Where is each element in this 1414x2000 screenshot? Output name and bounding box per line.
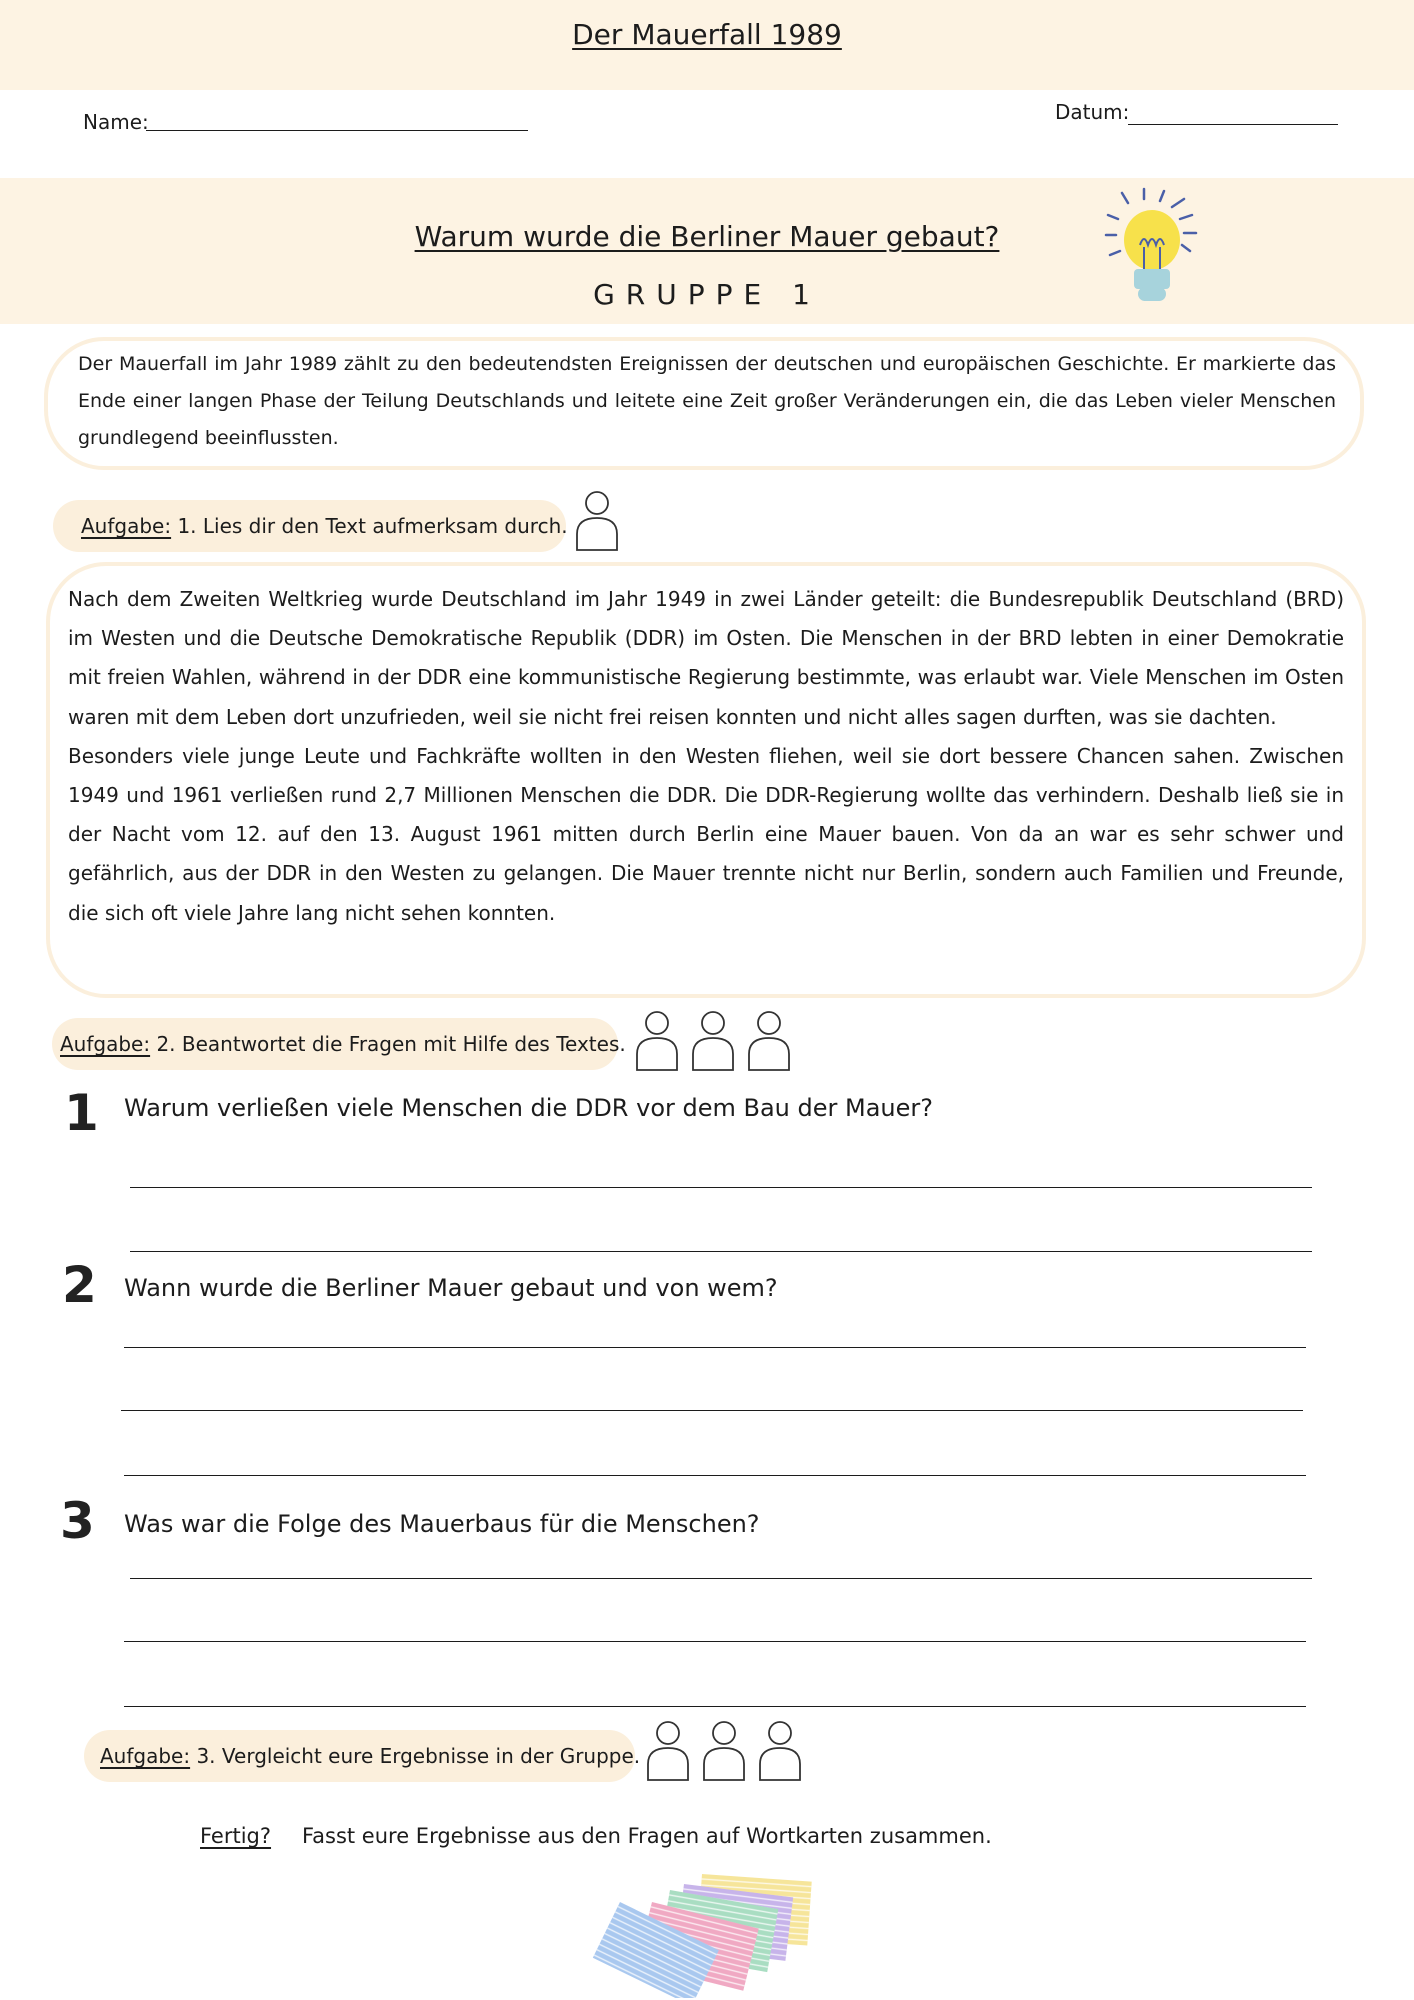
- answer-line[interactable]: [121, 1410, 1303, 1411]
- answer-line[interactable]: [124, 1641, 1306, 1642]
- worksheet-title: Der Mauerfall 1989: [572, 18, 842, 51]
- date-label: Datum:: [1055, 100, 1130, 124]
- lightbulb-icon: [1092, 185, 1212, 320]
- reading-paragraph-2: Besonders viele junge Leute und Fachkräfte wollten in den Westen fliehen, weil sie dort bessere Chancen sahen. Zwischen 1949 und 1961 verließen rund 2,7 Millionen Menschen die DDR. Die DDR-Regierung wollte das verhindern. Deshalb ließ sie in der Nacht vom 12. auf den 13. August 1961 mitten durch Berlin eine Mauer bauen. Von da an war es sehr schwer und gefährlich, aus der DDR in den Westen zu gelangen. Die Mauer trennte nicht nur Berlin, sondern auch Familien und Freunde, die sich oft viele Jahre lang nicht sehen konnten.: [68, 743, 1344, 925]
- group-label: GRUPPE 1: [593, 278, 821, 311]
- question-1-text: Warum verließen viele Menschen die DDR vor dem Bau der Mauer?: [124, 1094, 934, 1122]
- task1-label: Aufgabe:: [81, 514, 172, 538]
- answer-line[interactable]: [130, 1251, 1312, 1252]
- single-person-icon: [574, 490, 620, 554]
- task3-label: Aufgabe:: [100, 1744, 191, 1768]
- task2-text: 2. Beantwortet die Fragen mit Hilfe des Textes.: [150, 1032, 626, 1056]
- task2-pill: [52, 1018, 626, 1070]
- date-line[interactable]: [1128, 124, 1338, 125]
- name-label: Name:: [83, 110, 149, 134]
- reading-text: [68, 580, 1344, 933]
- fertig-text: Fasst eure Ergebnisse aus den Fragen auf Wortkarten zusammen.: [302, 1824, 992, 1848]
- task1-pill: [53, 500, 566, 552]
- group-icon: [645, 1720, 805, 1784]
- question-1-number: 1: [64, 1084, 99, 1142]
- task1-text: 1. Lies dir den Text aufmerksam durch.: [171, 514, 568, 538]
- task3-text: 3. Vergleicht eure Ergebnisse in der Gruppe.: [190, 1744, 641, 1768]
- intro-text: Der Mauerfall im Jahr 1989 zählt zu den bedeutendsten Ereignissen der deutschen und europäischen Geschichte. Er markierte das Ende einer langen Phase der Teilung Deutschlands und leitete eine Zeit großer Veränderungen ein, die das Leben vieler Menschen grundlegend beeinflussten.: [78, 353, 1336, 449]
- answer-line[interactable]: [130, 1578, 1312, 1579]
- group-icon: [634, 1010, 794, 1074]
- task2-label: Aufgabe:: [60, 1032, 151, 1056]
- answer-line[interactable]: [124, 1706, 1306, 1707]
- question-2-number: 2: [62, 1256, 97, 1314]
- fertig-label: Fertig?: [200, 1824, 272, 1848]
- question-3-number: 3: [60, 1492, 95, 1550]
- task3-pill: [84, 1730, 641, 1782]
- answer-line[interactable]: [130, 1187, 1312, 1188]
- answer-line[interactable]: [124, 1347, 1306, 1348]
- name-line[interactable]: [146, 130, 528, 131]
- index-cards-icon: [590, 1862, 830, 1998]
- topic-question: Warum wurde die Berliner Mauer gebaut?: [414, 220, 1000, 253]
- question-3-text: Was war die Folge des Mauerbaus für die Menschen?: [124, 1510, 760, 1538]
- answer-line[interactable]: [124, 1475, 1306, 1476]
- reading-paragraph-1: Nach dem Zweiten Weltkrieg wurde Deutschland im Jahr 1949 in zwei Länder geteilt: die Bundesrepublik Deutschland (BRD) im Westen und die Deutsche Demokratische Republik (DDR) im Osten. Die Menschen in der BRD lebten in einer Demokratie mit freien Wahlen, während in der DDR eine kommunistische Regierung bestimmte, was erlaubt war. Viele Menschen im Osten waren mit dem Leben dort unzufrieden, weil sie nicht frei reisen konnten und nicht alles sagen durften, was sie dachten.: [68, 587, 1344, 729]
- question-2-text: Wann wurde die Berliner Mauer gebaut und von wem?: [124, 1274, 778, 1302]
